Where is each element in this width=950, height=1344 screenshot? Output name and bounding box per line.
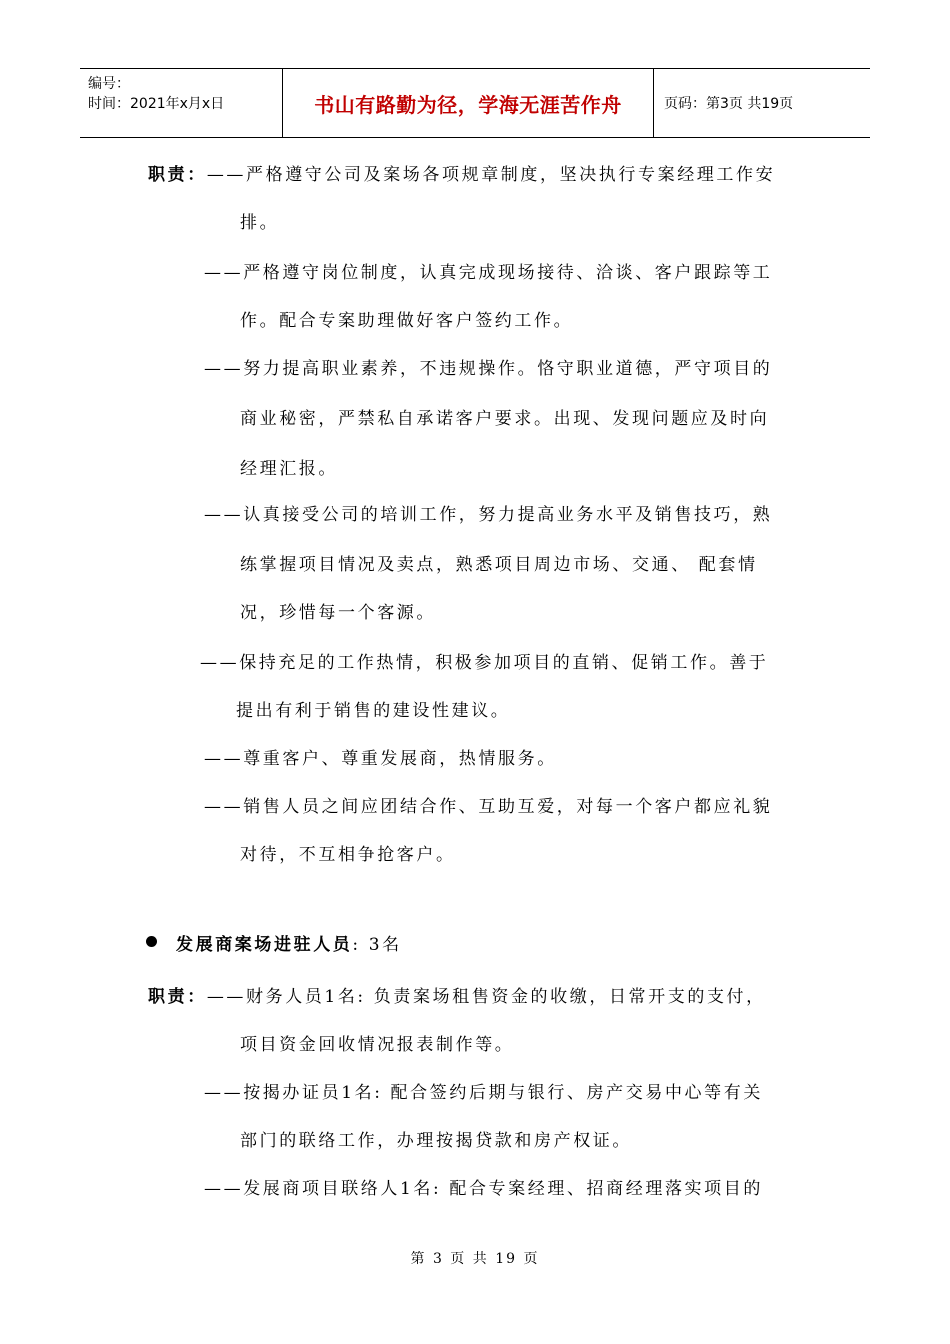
paragraph-line: 部门的联络工作，办理按揭贷款和房产权证。 <box>240 1131 632 1151</box>
paragraph-line: ——努力提高职业素养，不违规操作。恪守职业道德，严守项目的 <box>204 359 773 379</box>
heading-text: 发展商案场进驻人员 <box>176 935 353 955</box>
duty-text: ——严格遵守公司及案场各项规章制度，坚决执行专案经理工作安 <box>206 165 776 185</box>
paragraph-line: 经理汇报。 <box>240 459 338 479</box>
time-label: 时间：2021年x月x日 <box>88 96 225 112</box>
section-heading <box>176 930 402 955</box>
paragraph-line: 排。 <box>240 213 280 233</box>
duty-label: 职责： <box>148 987 207 1007</box>
duty-line-1 <box>148 160 775 185</box>
duty-text: ——财务人员1名: 负责案场租售资金的收缴，日常开支的支付， <box>206 987 766 1007</box>
paragraph-line: 对待，不互相争抢客户。 <box>240 845 456 865</box>
paragraph-line: ——销售人员之间应团结合作、互助互爱，对每一个客户都应礼貌 <box>204 797 773 817</box>
document-header <box>80 68 870 138</box>
page-info: 页码：第3页 共19页 <box>664 96 794 112</box>
duty-label: 职责： <box>148 165 207 185</box>
paragraph-line: 项目资金回收情况报表制作等。 <box>240 1035 515 1055</box>
number-label: 编号： <box>88 76 130 92</box>
paragraph-line: ——按揭办证员1名: 配合签约后期与银行、房产交易中心等有关 <box>204 1083 763 1103</box>
paragraph-line: ——发展商项目联络人1名: 配合专案经理、招商经理落实项目的 <box>204 1179 763 1199</box>
paragraph-line: 提出有利于销售的建设性建议。 <box>236 701 511 721</box>
paragraph-line: ——严格遵守岗位制度，认真完成现场接待、洽谈、客户跟踪等工 <box>204 263 773 283</box>
paragraph-line: ——尊重客户、尊重发展商，热情服务。 <box>204 749 557 769</box>
header-meta <box>80 69 283 137</box>
paragraph-line: 况，珍惜每一个客源。 <box>240 603 436 623</box>
paragraph-line: ——保持充足的工作热情，积极参加项目的直销、促销工作。善于 <box>200 653 769 673</box>
duty-line-2 <box>148 982 766 1007</box>
header-page-cell <box>654 69 870 137</box>
paragraph-line: 练掌握项目情况及卖点，熟悉项目周边市场、交通、 配套情 <box>240 555 758 575</box>
paragraph-line: 作。配合专案助理做好客户签约工作。 <box>240 311 574 331</box>
paragraph-line: ——认真接受公司的培训工作，努力提高业务水平及销售技巧，熟 <box>204 505 773 525</box>
paragraph-line: 商业秘密，严禁私自承诺客户要求。出现、发现问题应及时向 <box>240 409 770 429</box>
heading-suffix: : 3名 <box>352 935 402 955</box>
bullet-icon <box>146 936 157 947</box>
motto: 书山有路勤为径，学海无涯苦作舟 <box>314 92 622 117</box>
page-footer: 第 3 页 共 19 页 <box>410 1251 540 1267</box>
header-motto-cell <box>283 69 654 137</box>
